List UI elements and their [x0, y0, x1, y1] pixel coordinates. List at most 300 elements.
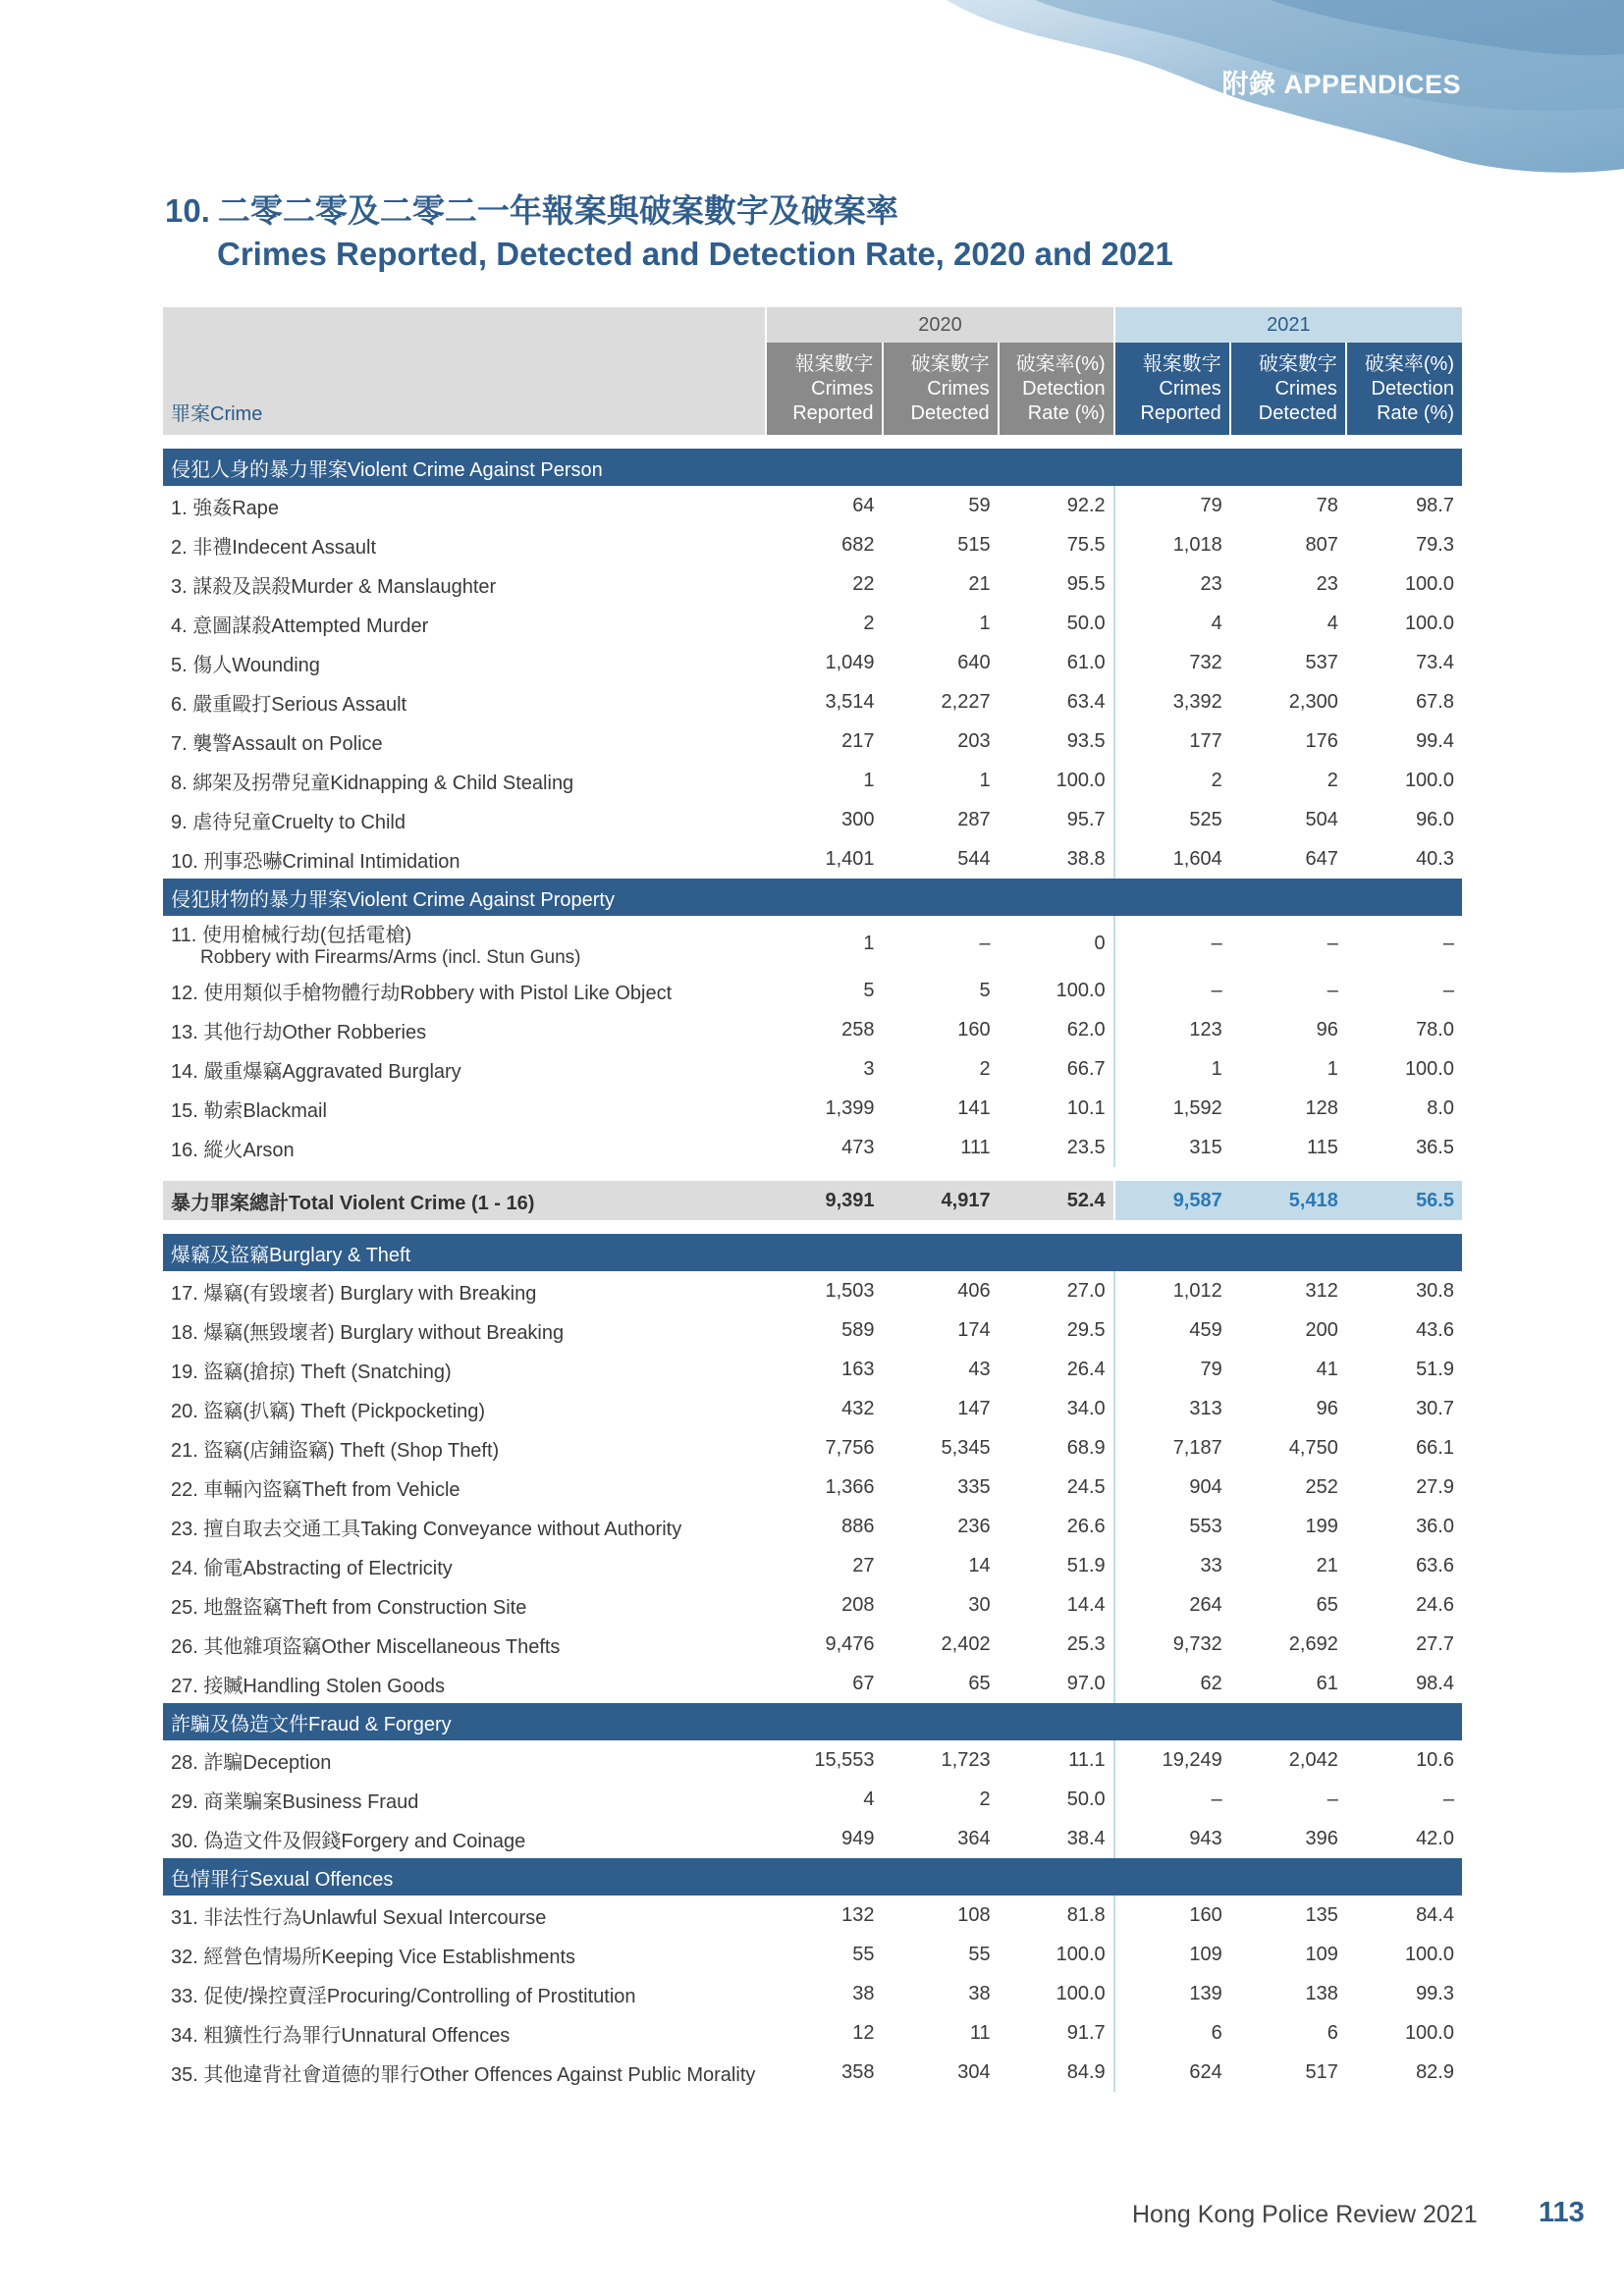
section-title: 爆竊及盜竊Burglary & Theft [163, 1234, 1462, 1271]
column-header-2020-2 [999, 343, 1114, 435]
table-cell: 647 [1305, 847, 1338, 870]
crime-name [163, 1780, 766, 1819]
table-row [163, 1819, 1462, 1858]
table-cell: 682 [841, 533, 875, 556]
table-cell: 2,402 [941, 1632, 991, 1655]
table-cell: 304 [957, 2060, 991, 2083]
crime-label: 14. 嚴重爆竊Aggravated Burglary [171, 1060, 461, 1083]
table-cell: – [1211, 1788, 1222, 1810]
section-title: 侵犯財物的暴力罪案Violent Crime Against Property [163, 879, 1462, 916]
table-cell: 63.6 [1416, 1554, 1454, 1576]
table-cell: 1,592 [1172, 1096, 1222, 1119]
table-row [163, 971, 1462, 1010]
crime-label: 18. 爆竊(無毀壞者) Burglary without Breaking [171, 1321, 565, 1344]
table-cell: 100.0 [1404, 769, 1454, 791]
crime-label: 11. 使用槍械行劫(包括電槍) [171, 924, 412, 946]
table-cell: 84.9 [999, 2053, 1114, 2092]
section-header [163, 449, 1462, 486]
crime-name [163, 800, 766, 839]
table-cell: 3,514 [825, 690, 875, 713]
table-row [163, 525, 1462, 564]
table-cell: 217 [841, 729, 875, 752]
table-cell: 55 [852, 1943, 875, 1965]
column-header-2020-1 [883, 343, 999, 435]
column-header-line: 破案率(%) [1015, 352, 1106, 375]
table-cell: 26.6 [999, 1507, 1114, 1546]
crime-label: 34. 粗獷性行為罪行Unnatural Offences [171, 2024, 511, 2047]
crime-name [163, 682, 766, 721]
total-cell: 9,587 [1114, 1181, 1230, 1220]
table-cell: 9,732 [1172, 1632, 1222, 1655]
table-cell: 199 [1305, 1515, 1338, 1537]
column-header-line: Crimes [1159, 377, 1221, 400]
table-cell: 236 [957, 1515, 991, 1537]
table-cell: 12 [852, 2021, 875, 2044]
table-cell: 396 [1305, 1827, 1338, 1849]
table-cell: 92.2 [999, 486, 1114, 525]
crime-name [163, 1896, 766, 1935]
table-cell: 553 [1189, 1515, 1222, 1537]
table-row [163, 800, 1462, 839]
table-cell: 1,018 [1172, 533, 1222, 556]
table-cell: 589 [841, 1318, 875, 1341]
table-cell: 208 [841, 1593, 875, 1616]
table-cell: 29.5 [999, 1310, 1114, 1350]
table-cell: 5 [979, 979, 991, 1001]
table-cell: 525 [1189, 808, 1222, 830]
crime-name [163, 1428, 766, 1468]
table-cell: 100.0 [999, 1974, 1114, 2013]
crime-label: 2. 非禮Indecent Assault [171, 536, 377, 559]
crime-name [163, 2013, 766, 2053]
table-cell: 2 [979, 1057, 991, 1080]
table-cell: 200 [1305, 1318, 1338, 1341]
table-cell: 1 [863, 769, 875, 791]
table-cell: 100.0 [999, 1935, 1114, 1974]
column-header-line: Detected [1258, 401, 1337, 424]
table-row [163, 604, 1462, 643]
table-row [163, 1350, 1462, 1389]
column-header-2021-0 [1114, 343, 1230, 435]
table-cell: 135 [1305, 1903, 1338, 1926]
table-cell: 1,503 [825, 1279, 875, 1302]
table-cell: 98.4 [1416, 1672, 1454, 1694]
table-cell: 544 [957, 847, 991, 870]
table-cell: 1,401 [825, 847, 875, 870]
table-cell: 141 [957, 1096, 991, 1119]
crime-name [163, 1585, 766, 1625]
table-cell: 4 [863, 1788, 875, 1810]
crime-label: 33. 促使/操控賣淫Procuring/Controlling of Prostitution [171, 1985, 636, 2007]
table-cell: 21 [1316, 1554, 1338, 1576]
column-header-line: 破案數字 [1258, 352, 1337, 375]
table-cell: 1 [863, 932, 875, 954]
table-cell: 79 [1200, 1358, 1222, 1380]
table-cell: 128 [1305, 1096, 1338, 1119]
table-cell: 38.4 [999, 1819, 1114, 1858]
crime-label: 13. 其他行劫Other Robberies [171, 1021, 427, 1043]
section-title: 色情罪行Sexual Offences [163, 1858, 1462, 1896]
crime-name [163, 564, 766, 604]
year-2021-header: 2021 [1114, 307, 1462, 343]
table-cell: – [1442, 932, 1454, 954]
table-cell: 537 [1305, 651, 1338, 673]
table-cell: 41 [1316, 1358, 1338, 1380]
table-cell: 75.5 [999, 525, 1114, 564]
header-blank [163, 307, 766, 343]
table-cell: 100.0 [1404, 2021, 1454, 2044]
crime-label: 9. 虐待兒童Cruelty to Child [171, 811, 406, 833]
table-cell: 1 [979, 769, 991, 791]
total-cell: 4,917 [883, 1181, 999, 1220]
table-cell: 132 [841, 1903, 875, 1926]
table-cell: 100.0 [1404, 1943, 1454, 1965]
spacer [163, 1220, 1462, 1234]
table-row [163, 1010, 1462, 1049]
table-cell: 176 [1305, 729, 1338, 752]
table-cell: 67.8 [1416, 690, 1454, 713]
table-cell: 6 [1326, 2021, 1338, 2044]
table-cell: 4 [1211, 612, 1222, 634]
total-cell: 5,418 [1230, 1181, 1346, 1220]
total-label: 暴力罪案總計Total Violent Crime (1 - 16) [163, 1181, 766, 1220]
table-cell: 98.7 [1416, 494, 1454, 516]
table-cell: 163 [841, 1358, 875, 1380]
table-cell: 943 [1189, 1827, 1222, 1849]
table-row [163, 1546, 1462, 1585]
table-cell: – [1211, 932, 1222, 954]
table-row [163, 721, 1462, 761]
table-cell: 335 [957, 1475, 991, 1498]
table-cell: 30 [968, 1593, 991, 1616]
table-cell: 50.0 [999, 1780, 1114, 1819]
crime-label: 5. 傷人Wounding [171, 654, 320, 676]
table-cell: 904 [1189, 1475, 1222, 1498]
table-cell: 96 [1316, 1397, 1338, 1419]
crime-label: 12. 使用類似手槍物體行劫Robbery with Pistol Like Object [171, 982, 673, 1004]
crime-name [163, 2053, 766, 2092]
table-cell: 1,723 [941, 1748, 991, 1771]
table-cell: 406 [957, 1279, 991, 1302]
table-cell: – [1442, 979, 1454, 1001]
table-cell: 73.4 [1416, 651, 1454, 673]
table-cell: 11 [969, 2021, 991, 2044]
table-cell: 4,750 [1288, 1436, 1338, 1459]
table-cell: 36.5 [1416, 1136, 1454, 1158]
crime-label-en: Robbery with Firearms/Arms (incl. Stun Guns) [200, 946, 581, 968]
table-cell: 79 [1200, 494, 1222, 516]
table-cell: 1,012 [1172, 1279, 1222, 1302]
table-cell: 27.7 [1416, 1632, 1454, 1655]
table-cell: 2,300 [1288, 690, 1338, 713]
table-cell: 61.0 [999, 643, 1114, 682]
crime-name [163, 1468, 766, 1507]
table-cell: 300 [841, 808, 875, 830]
table-cell: 807 [1305, 533, 1338, 556]
column-header-2020-0 [766, 343, 882, 435]
crime-label: 26. 其他雜項盜竊Other Miscellaneous Thefts [171, 1635, 561, 1658]
crime-label: 30. 偽造文件及假錢Forgery and Coinage [171, 1830, 526, 1852]
section-header [163, 1234, 1462, 1271]
table-cell: 43 [968, 1358, 991, 1380]
table-row [163, 682, 1462, 721]
table-cell: 62 [1200, 1672, 1222, 1694]
table-cell: 6 [1211, 2021, 1222, 2044]
crime-name [163, 1128, 766, 1167]
table-row [163, 1271, 1462, 1310]
table-cell: – [1442, 1788, 1454, 1810]
crime-label: 27. 接贓Handling Stolen Goods [171, 1675, 446, 1697]
table-cell: 96.0 [1416, 808, 1454, 830]
table-cell: 25.3 [999, 1625, 1114, 1664]
table-row [163, 2013, 1462, 2053]
table-cell: 8.0 [1427, 1096, 1454, 1119]
crime-name [163, 1010, 766, 1049]
table-row [163, 1664, 1462, 1703]
table-cell: 36.0 [1416, 1515, 1454, 1537]
table-cell: 51.9 [999, 1546, 1114, 1585]
table-cell: 2 [1211, 769, 1222, 791]
column-header-line: Reported [792, 401, 874, 424]
table-cell: 78 [1316, 494, 1338, 516]
table-cell: 4 [1326, 612, 1338, 634]
table-cell: 34.0 [999, 1389, 1114, 1428]
table-cell: – [1326, 1788, 1338, 1810]
crime-name [163, 721, 766, 761]
crime-name [163, 839, 766, 879]
title-en: Crimes Reported, Detected and Detection Rate, 2020 and 2021 [217, 236, 1173, 272]
table-cell: 14.4 [999, 1585, 1114, 1625]
table-cell: 2,692 [1288, 1632, 1338, 1655]
crime-label: 20. 盜竊(扒竊) Theft (Pickpocketing) [171, 1400, 486, 1422]
table-row [163, 1625, 1462, 1664]
column-header-line: Crimes [1274, 377, 1337, 400]
table-row [163, 1468, 1462, 1507]
crime-name [163, 1310, 766, 1350]
table-cell: – [1326, 932, 1338, 954]
crime-label: 4. 意圖謀殺Attempted Murder [171, 614, 429, 637]
crime-label: 1. 強姦Rape [171, 497, 280, 519]
table-cell: 27.9 [1416, 1475, 1454, 1498]
table-cell: 43.6 [1416, 1318, 1454, 1341]
crime-label: 6. 嚴重毆打Serious Assault [171, 693, 407, 716]
table-cell: 50.0 [999, 604, 1114, 643]
table-cell: 81.8 [999, 1896, 1114, 1935]
table-cell: 23.5 [999, 1128, 1114, 1167]
table-cell: 3,392 [1172, 690, 1222, 713]
table-cell: 109 [1305, 1943, 1338, 1965]
table-cell: 287 [957, 808, 991, 830]
table-cell: 38 [968, 1982, 991, 2004]
table-cell: 432 [841, 1397, 875, 1419]
table-cell: 886 [841, 1515, 875, 1537]
table-cell: 9,476 [825, 1632, 875, 1655]
table-cell: 38.8 [999, 839, 1114, 879]
crime-name [163, 1819, 766, 1858]
table-cell: 2 [863, 612, 875, 634]
table-row [163, 2053, 1462, 2092]
table-cell: 33 [1200, 1554, 1222, 1576]
crime-name [163, 1089, 766, 1128]
table-cell: 5 [863, 979, 875, 1001]
table-cell: 30.8 [1416, 1279, 1454, 1302]
table-row [163, 1310, 1462, 1350]
crime-column-header: 罪案Crime [163, 343, 766, 435]
crime-label: 32. 經營色情場所Keeping Vice Establishments [171, 1946, 576, 1968]
table-cell: 203 [957, 729, 991, 752]
table-row [163, 761, 1462, 800]
table-cell: 11.1 [999, 1740, 1114, 1780]
table-cell: 2,227 [941, 690, 991, 713]
table-cell: 504 [1305, 808, 1338, 830]
table-cell: 97.0 [999, 1664, 1114, 1703]
table-cell: 252 [1305, 1475, 1338, 1498]
table-row [163, 643, 1462, 682]
table-cell: – [979, 932, 991, 954]
column-header-line: Crimes [927, 377, 990, 400]
crime-name [163, 525, 766, 564]
table-cell: 26.4 [999, 1350, 1114, 1389]
page-number: 113 [1539, 2197, 1585, 2228]
title-number: 10. [165, 192, 210, 229]
table-cell: 2 [979, 1788, 991, 1810]
table-cell: 100.0 [999, 761, 1114, 800]
column-header-2021-1 [1230, 343, 1346, 435]
table-cell: 3 [863, 1057, 875, 1080]
table-cell: 99.4 [1416, 729, 1454, 752]
table-cell: – [1326, 979, 1338, 1001]
crime-name [163, 1935, 766, 1974]
table-cell: 139 [1189, 1982, 1222, 2004]
table-cell: 364 [957, 1827, 991, 1849]
total-cell: 56.5 [1346, 1181, 1462, 1220]
table-row [163, 486, 1462, 525]
crime-name [163, 971, 766, 1010]
table-row [163, 1507, 1462, 1546]
column-header-line: Reported [1140, 401, 1221, 424]
crime-name [163, 1974, 766, 2013]
table-row [163, 1740, 1462, 1780]
table-cell: 473 [841, 1136, 875, 1158]
table-cell: 315 [1189, 1136, 1222, 1158]
table-cell: 19,249 [1162, 1748, 1222, 1771]
crime-label: 31. 非法性行為Unlawful Sexual Intercourse [171, 1906, 547, 1929]
total-cell: 52.4 [999, 1181, 1114, 1220]
table-cell: 65 [1316, 1593, 1338, 1616]
section-header [163, 879, 1462, 916]
column-header-line: Detection [1022, 377, 1106, 400]
table-cell: 55 [968, 1943, 991, 1965]
crime-label: 19. 盜竊(搶掠) Theft (Snatching) [171, 1361, 452, 1383]
crime-name [163, 1625, 766, 1664]
table-cell: 66.1 [1416, 1436, 1454, 1459]
table-row [163, 564, 1462, 604]
section-title: 侵犯人身的暴力罪案Violent Crime Against Person [163, 449, 1462, 486]
table-cell: 358 [841, 2060, 875, 2083]
year-2020-header: 2020 [766, 307, 1113, 343]
crime-label: 15. 勒索Blackmail [171, 1099, 327, 1122]
table-cell: 66.7 [999, 1049, 1114, 1089]
crime-label: 23. 擅自取去交通工具Taking Conveyance without Authority [171, 1518, 682, 1540]
table-cell: 68.9 [999, 1428, 1114, 1468]
table-cell: 313 [1189, 1397, 1222, 1419]
table-cell: 93.5 [999, 721, 1114, 761]
crime-name [163, 761, 766, 800]
table-cell: 640 [957, 651, 991, 673]
table-cell: 1,049 [825, 651, 875, 673]
table-cell: 115 [1306, 1136, 1338, 1158]
crime-name [163, 1389, 766, 1428]
table-cell: 27.0 [999, 1271, 1114, 1310]
table-cell: 7,187 [1172, 1436, 1222, 1459]
crime-name [163, 486, 766, 525]
crime-name [163, 916, 766, 971]
table-cell: 61 [1316, 1672, 1338, 1694]
table-cell: 1 [1326, 1057, 1338, 1080]
table-cell: 40.3 [1416, 847, 1454, 870]
table-cell: 258 [841, 1018, 875, 1041]
crime-label: 22. 車輛內盜竊Theft from Vehicle [171, 1478, 460, 1501]
total-row [163, 1181, 1462, 1220]
table-row [163, 1389, 1462, 1428]
spacer [163, 435, 1462, 449]
table-cell: 1 [1211, 1057, 1222, 1080]
column-header-line: Detection [1371, 377, 1454, 400]
table-cell: 123 [1189, 1018, 1222, 1041]
table-cell: 24.5 [999, 1468, 1114, 1507]
table-cell: 30.7 [1416, 1397, 1454, 1419]
table-cell: 99.3 [1416, 1982, 1454, 2004]
table-row [163, 1896, 1462, 1935]
table-cell: 312 [1305, 1279, 1338, 1302]
crime-label: 21. 盜竊(店鋪盜竊) Theft (Shop Theft) [171, 1439, 500, 1462]
table-cell: 517 [1305, 2060, 1338, 2083]
table-cell: 78.0 [1416, 1018, 1454, 1041]
crime-name [163, 643, 766, 682]
publication-name: Hong Kong Police Review 2021 [1132, 2201, 1478, 2228]
section-title: 詐騙及偽造文件Fraud & Forgery [163, 1703, 1462, 1740]
table-cell: 10.6 [1416, 1748, 1454, 1771]
table-cell: 21 [968, 572, 991, 595]
crime-label: 10. 刑事恐嚇Criminal Intimidation [171, 850, 460, 873]
crime-label: 7. 襲警Assault on Police [171, 732, 383, 755]
table-cell: 96 [1316, 1018, 1338, 1041]
table-cell: 14 [968, 1554, 991, 1576]
spacer [163, 1167, 1462, 1181]
crime-name [163, 1271, 766, 1310]
crime-name [163, 1049, 766, 1089]
table-cell: 5,345 [941, 1436, 991, 1459]
section-header [163, 1703, 1462, 1740]
table-cell: 1 [979, 612, 991, 634]
table-cell: 100.0 [1404, 572, 1454, 595]
table-row [163, 1428, 1462, 1468]
table-cell: 84.4 [1416, 1903, 1454, 1926]
table-cell: 79.3 [1416, 533, 1454, 556]
table-row [163, 1935, 1462, 1974]
table-cell: 111 [960, 1136, 991, 1158]
total-cell: 9,391 [766, 1181, 882, 1220]
table-cell: 1,399 [825, 1096, 875, 1119]
column-header-line: 報案數字 [794, 352, 874, 375]
table-cell: 177 [1189, 729, 1222, 752]
table-cell: 95.7 [999, 800, 1114, 839]
table-cell: 174 [957, 1318, 991, 1341]
table-cell: 1,604 [1172, 847, 1222, 870]
crime-label: 28. 詐騙Deception [171, 1751, 332, 1774]
table-cell: 7,756 [825, 1436, 875, 1459]
table-cell: 27 [852, 1554, 875, 1576]
